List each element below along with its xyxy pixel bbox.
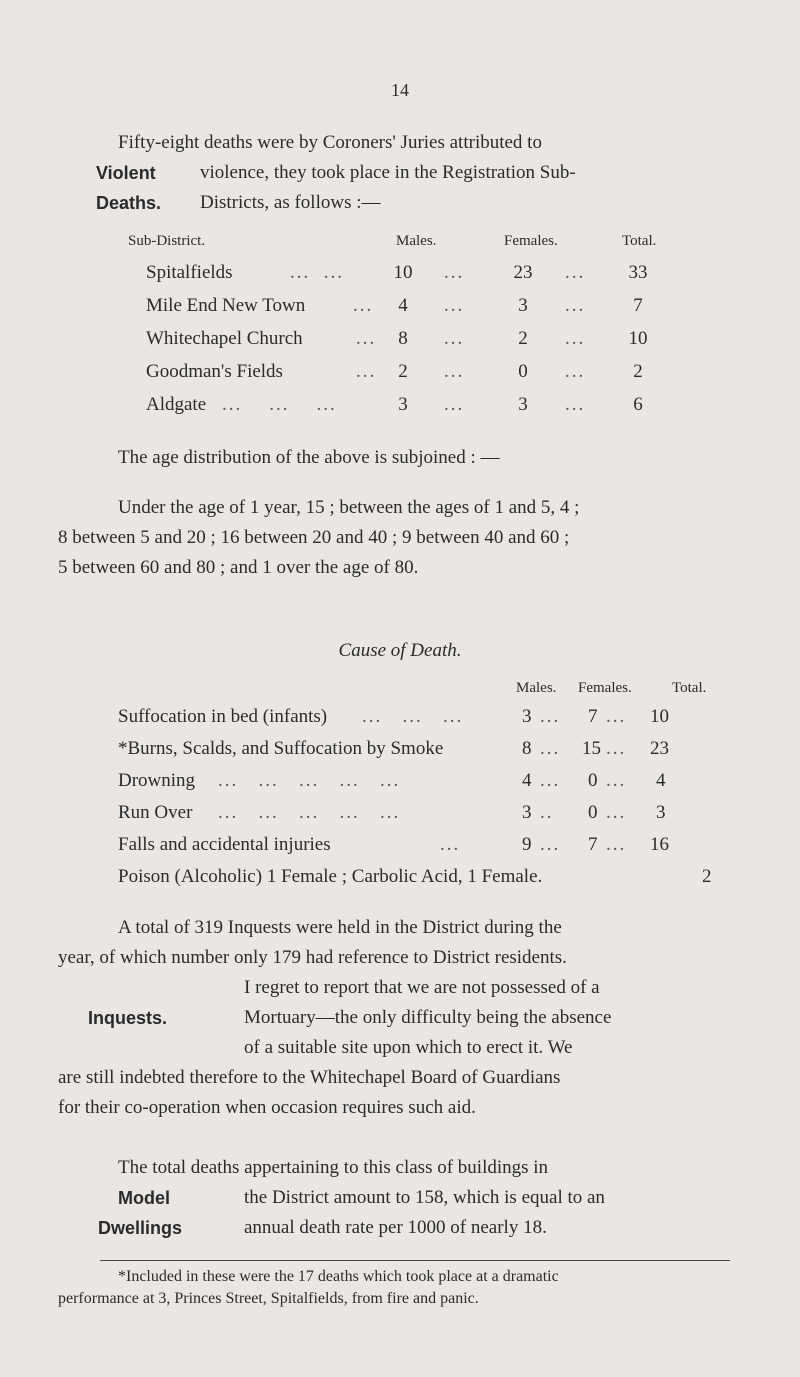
row-dots: ...	[565, 262, 586, 283]
violent-line-2: violence, they took place in the Registration Sub-	[200, 162, 576, 183]
row-dots: ...	[444, 361, 465, 382]
footnote-line-1: *Included in these were the 17 deaths which took place at a dramatic	[118, 1268, 559, 1285]
age-line-2: 8 between 5 and 20 ; 16 between 20 and 40 ; 9 between 40 and 60 ;	[58, 527, 570, 548]
poison-text: Poison (Alcoholic) 1 Female ; Carbolic Acid, 1 Female.	[118, 866, 543, 887]
row-dots: ... ... ... ... ...	[218, 802, 401, 823]
age-line-1: Under the age of 1 year, 15 ; between the ages of 1 and 5, 4 ;	[118, 497, 580, 518]
side-heading-model: Model	[118, 1188, 170, 1208]
row-dots: ...	[540, 834, 561, 855]
row-total: 33	[628, 262, 648, 283]
row-females: 0	[588, 770, 598, 791]
side-heading-deaths: Deaths.	[96, 193, 162, 213]
row-dots: ...	[565, 328, 586, 349]
col-header-females: Females.	[504, 233, 558, 249]
row-females: 2	[518, 328, 528, 349]
cause-header-females: Females.	[578, 680, 632, 696]
row-dots: ..	[540, 802, 554, 823]
row-males: 2	[398, 361, 408, 382]
row-females: 3	[518, 295, 528, 316]
row-name: Suffocation in bed (infants)	[118, 706, 328, 727]
footnote-line-2: performance at 3, Princes Street, Spitalfields, from fire and panic.	[58, 1290, 479, 1307]
row-males: 9	[522, 834, 532, 855]
row-dots: ...	[606, 770, 627, 791]
row-males: 10	[393, 262, 413, 283]
row-dots: ...	[444, 295, 465, 316]
row-dots: ...	[606, 802, 627, 823]
row-dots: ...	[606, 834, 627, 855]
row-males: 3	[522, 706, 532, 727]
row-dots: ... ...	[290, 262, 344, 283]
row-total: 10	[628, 328, 648, 349]
row-dots: ... ... ...	[362, 706, 464, 727]
row-total: 16	[650, 834, 669, 855]
row-dots: ...	[540, 770, 561, 791]
footnote-rule	[100, 1260, 730, 1261]
row-dots: ... ... ... ... ...	[218, 770, 401, 791]
row-total: 4	[656, 770, 666, 791]
row-males: 8	[522, 738, 532, 759]
violent-line-3: Districts, as follows :—	[200, 192, 381, 213]
row-dots: ...	[565, 361, 586, 382]
row-name: Run Over	[118, 802, 193, 823]
row-females: 23	[513, 262, 533, 283]
row-females: 3	[518, 394, 528, 415]
row-dots: ...	[444, 328, 465, 349]
side-heading-violent: Violent	[96, 163, 156, 183]
cause-title: Cause of Death.	[338, 640, 462, 661]
row-name: Whitechapel Church	[146, 328, 303, 349]
age-intro: The age distribution of the above is subjoined : —	[118, 447, 500, 468]
row-name: Mile End New Town	[146, 295, 306, 316]
row-total: 3	[656, 802, 666, 823]
row-name: Drowning	[118, 770, 196, 791]
age-line-3: 5 between 60 and 80 ; and 1 over the age of 80.	[58, 557, 419, 578]
row-name: Goodman's Fields	[146, 361, 283, 382]
row-dots: ...	[606, 738, 627, 759]
row-dots: ...	[444, 262, 465, 283]
side-heading-dwellings: Dwellings	[98, 1218, 183, 1238]
row-name: *Burns, Scalds, and Suffocation by Smoke	[118, 738, 444, 759]
inquests-line-5: of a suitable site upon which to erect it. We	[244, 1037, 573, 1058]
row-dots: ...	[444, 394, 465, 415]
row-dots: ...	[565, 295, 586, 316]
row-males: 4	[398, 295, 408, 316]
row-name: Spitalfields	[146, 262, 233, 283]
row-females: 0	[588, 802, 598, 823]
row-dots: ...	[353, 295, 374, 316]
model-line-3: annual death rate per 1000 of nearly 18.	[244, 1217, 547, 1238]
inquests-line-7: for their co-operation when occasion requires such aid.	[58, 1097, 476, 1118]
col-header-subdistrict: Sub-District.	[128, 233, 206, 249]
row-dots: ...	[540, 738, 561, 759]
col-header-males: Males.	[396, 233, 437, 249]
row-females: 7	[588, 834, 598, 855]
inquests-line-4: Mortuary—the only difficulty being the absence	[244, 1007, 612, 1028]
page-number: 14	[391, 80, 409, 100]
row-total: 6	[633, 394, 643, 415]
row-dots: ...	[356, 328, 377, 349]
row-dots: ...	[565, 394, 586, 415]
row-dots: ...	[540, 706, 561, 727]
row-dots: ... ... ...	[222, 394, 337, 415]
row-total: 7	[633, 295, 643, 316]
row-dots: ...	[356, 361, 377, 382]
row-females: 15	[582, 738, 601, 759]
model-line-1: The total deaths appertaining to this class of buildings in	[118, 1157, 549, 1178]
inquests-line-6: are still indebted therefore to the Whitechapel Board of Guardians	[58, 1067, 561, 1088]
row-name: Aldgate	[146, 394, 207, 415]
row-total: 23	[650, 738, 669, 759]
row-dots: ...	[440, 834, 461, 855]
side-heading-inquests: Inquests.	[88, 1008, 168, 1028]
inquests-line-3: I regret to report that we are not possessed of a	[244, 977, 600, 998]
cause-header-males: Males.	[516, 680, 557, 696]
row-total: 10	[650, 706, 669, 727]
row-males: 8	[398, 328, 408, 349]
col-header-total: Total.	[622, 233, 657, 249]
row-females: 0	[518, 361, 528, 382]
row-males: 3	[398, 394, 408, 415]
row-dots: ...	[606, 706, 627, 727]
poison-total: 2	[702, 866, 712, 887]
row-males: 4	[522, 770, 532, 791]
row-males: 3	[522, 802, 532, 823]
row-females: 7	[588, 706, 598, 727]
violent-line-1: Fifty-eight deaths were by Coroners' Juries attributed to	[118, 132, 542, 153]
inquests-line-2: year, of which number only 179 had reference to District residents.	[58, 947, 567, 968]
row-total: 2	[633, 361, 643, 382]
inquests-line-1: A total of 319 Inquests were held in the District during the	[118, 917, 562, 938]
cause-header-total: Total.	[672, 680, 707, 696]
model-line-2: the District amount to 158, which is equal to an	[244, 1187, 605, 1208]
row-name: Falls and accidental injuries	[118, 834, 331, 855]
